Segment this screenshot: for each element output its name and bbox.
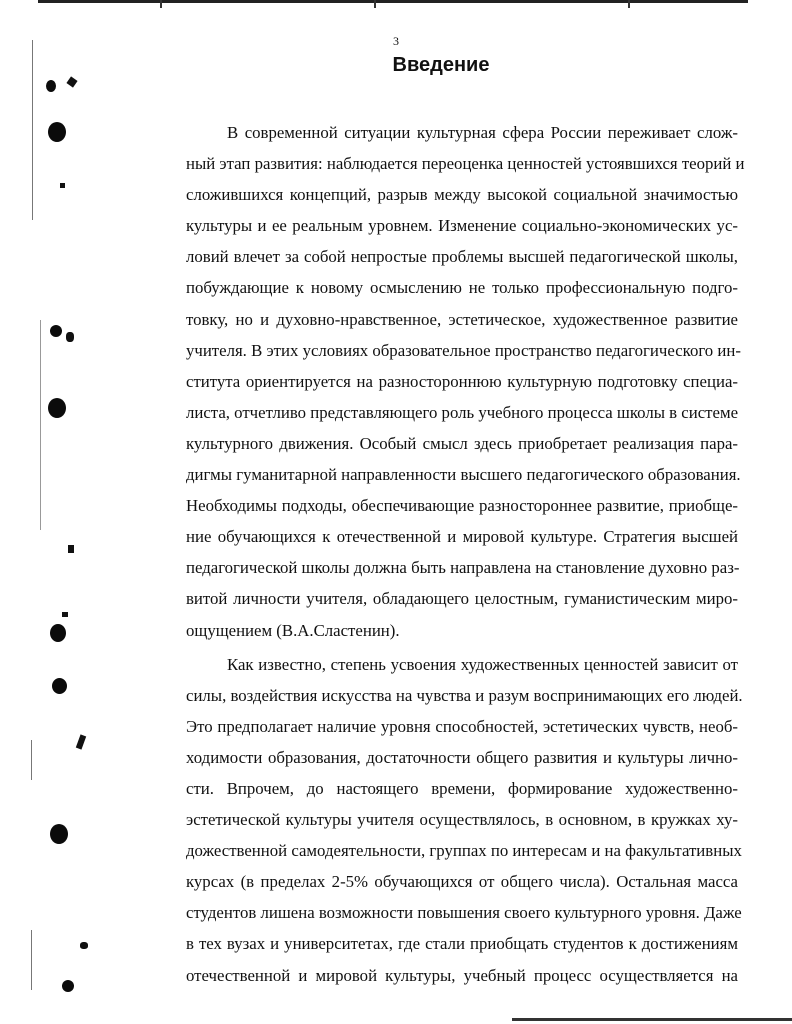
speck (76, 734, 86, 749)
scan-tick (160, 0, 162, 8)
paragraph-1 (145, 117, 745, 646)
document-body (145, 117, 745, 991)
text-line: ощущением (В.А.Сластенин). (186, 620, 400, 640)
text-line: ститута ориентируется на разностороннюю культурную подготовку специа- (186, 371, 738, 391)
punch-hole (50, 325, 62, 337)
page-number: 3 (393, 34, 399, 48)
punch-hole (52, 678, 67, 694)
speck (80, 942, 88, 949)
text-line: студентов лишена возможности повышения своего культурного уровня. Даже (186, 903, 742, 923)
text-line: В современной ситуации культурная сфера России переживает слож- (227, 123, 738, 142)
text-line: листа, отчетливо представляющего роль учебного процесса школы в системе (186, 402, 739, 422)
text-line: ние обучающихся к отечественной и мировой культуре. Стратегия высшей (186, 527, 738, 547)
text-line: в тех вузах и университетах, где стали приобщать студентов к достижениям (186, 934, 738, 954)
text-line: сти. Впрочем, до настоящего времени, формирование художественно- (186, 778, 738, 798)
text-line: культурного движения. Особый смысл здесь приобретает реализация пара- (186, 433, 738, 453)
text-line: курсах (в пределах 2-5% обучающихся от общего числа). Остальная масса (186, 872, 738, 892)
text-line: педагогической школы должна быть направлена на становление духовно раз- (186, 558, 740, 578)
speck (66, 76, 77, 87)
speck (66, 332, 74, 342)
scan-tick (374, 0, 376, 8)
text-line: Как известно, степень усвоения художественных ценностей зависит от (227, 654, 738, 674)
scan-tick (628, 0, 630, 8)
punch-hole (48, 398, 66, 418)
text-line: побуждающие к новому осмыслению не только профессиональную подго- (186, 278, 738, 298)
text-line: ловий влечет за собой непростые проблемы высшей педагогической школы, (186, 247, 738, 267)
text-line: сложившихся концепций, разрыв между высокой социальной значимостью (186, 185, 738, 205)
punch-hole (46, 80, 56, 92)
speck (68, 545, 74, 553)
text-line: эстетической культуры учителя осуществлялось, в основном, в кружках ху- (186, 810, 738, 830)
text-line: дожественной самодеятельности, группах по интересам и на факультативных (186, 841, 742, 861)
punch-hole (48, 122, 66, 142)
text-line: учителя. В этих условиях образовательное пространство педагогического ин- (186, 340, 741, 360)
binding-line (31, 930, 32, 990)
text-line: дигмы гуманитарной направленности высшего педагогического образования. (186, 465, 741, 485)
binding-line (31, 740, 32, 780)
scan-top-edge (0, 0, 792, 6)
text-line: товку, но и духовно-нравственное, эстетическое, художественное развитие (186, 309, 738, 329)
punch-hole (50, 824, 68, 844)
scan-bottom-edge (512, 1018, 792, 1021)
page-title: Введение (392, 54, 490, 76)
punch-hole (50, 624, 66, 642)
text-line: Необходимы подходы, обеспечивающие разностороннее развитие, приобще- (186, 496, 738, 516)
paragraph-2 (145, 649, 743, 991)
speck (62, 612, 68, 617)
punch-hole (62, 980, 74, 992)
text-line: силы, воздействия искусства на чувства и разум воспринимающих его людей. (186, 685, 743, 705)
text-line: Это предполагает наличие уровня способностей, эстетических чувств, необ- (186, 716, 738, 736)
text-line: ходимости образования, достаточности общего развития и культуры лично- (186, 747, 738, 767)
binding-line (40, 320, 41, 530)
scan-top-bar (38, 0, 748, 3)
text-line: культуры и ее реальным уровнем. Изменение социально-экономических ус- (186, 216, 738, 236)
text-line: отечественной и мировой культуры, учебный процесс осуществляется на (186, 965, 738, 985)
text-line: витой личности учителя, обладающего целостным, гуманистическим миро- (186, 589, 738, 609)
speck (60, 183, 65, 188)
text-line: ный этап развития: наблюдается переоценка ценностей устоявшихся теорий и (186, 154, 745, 174)
